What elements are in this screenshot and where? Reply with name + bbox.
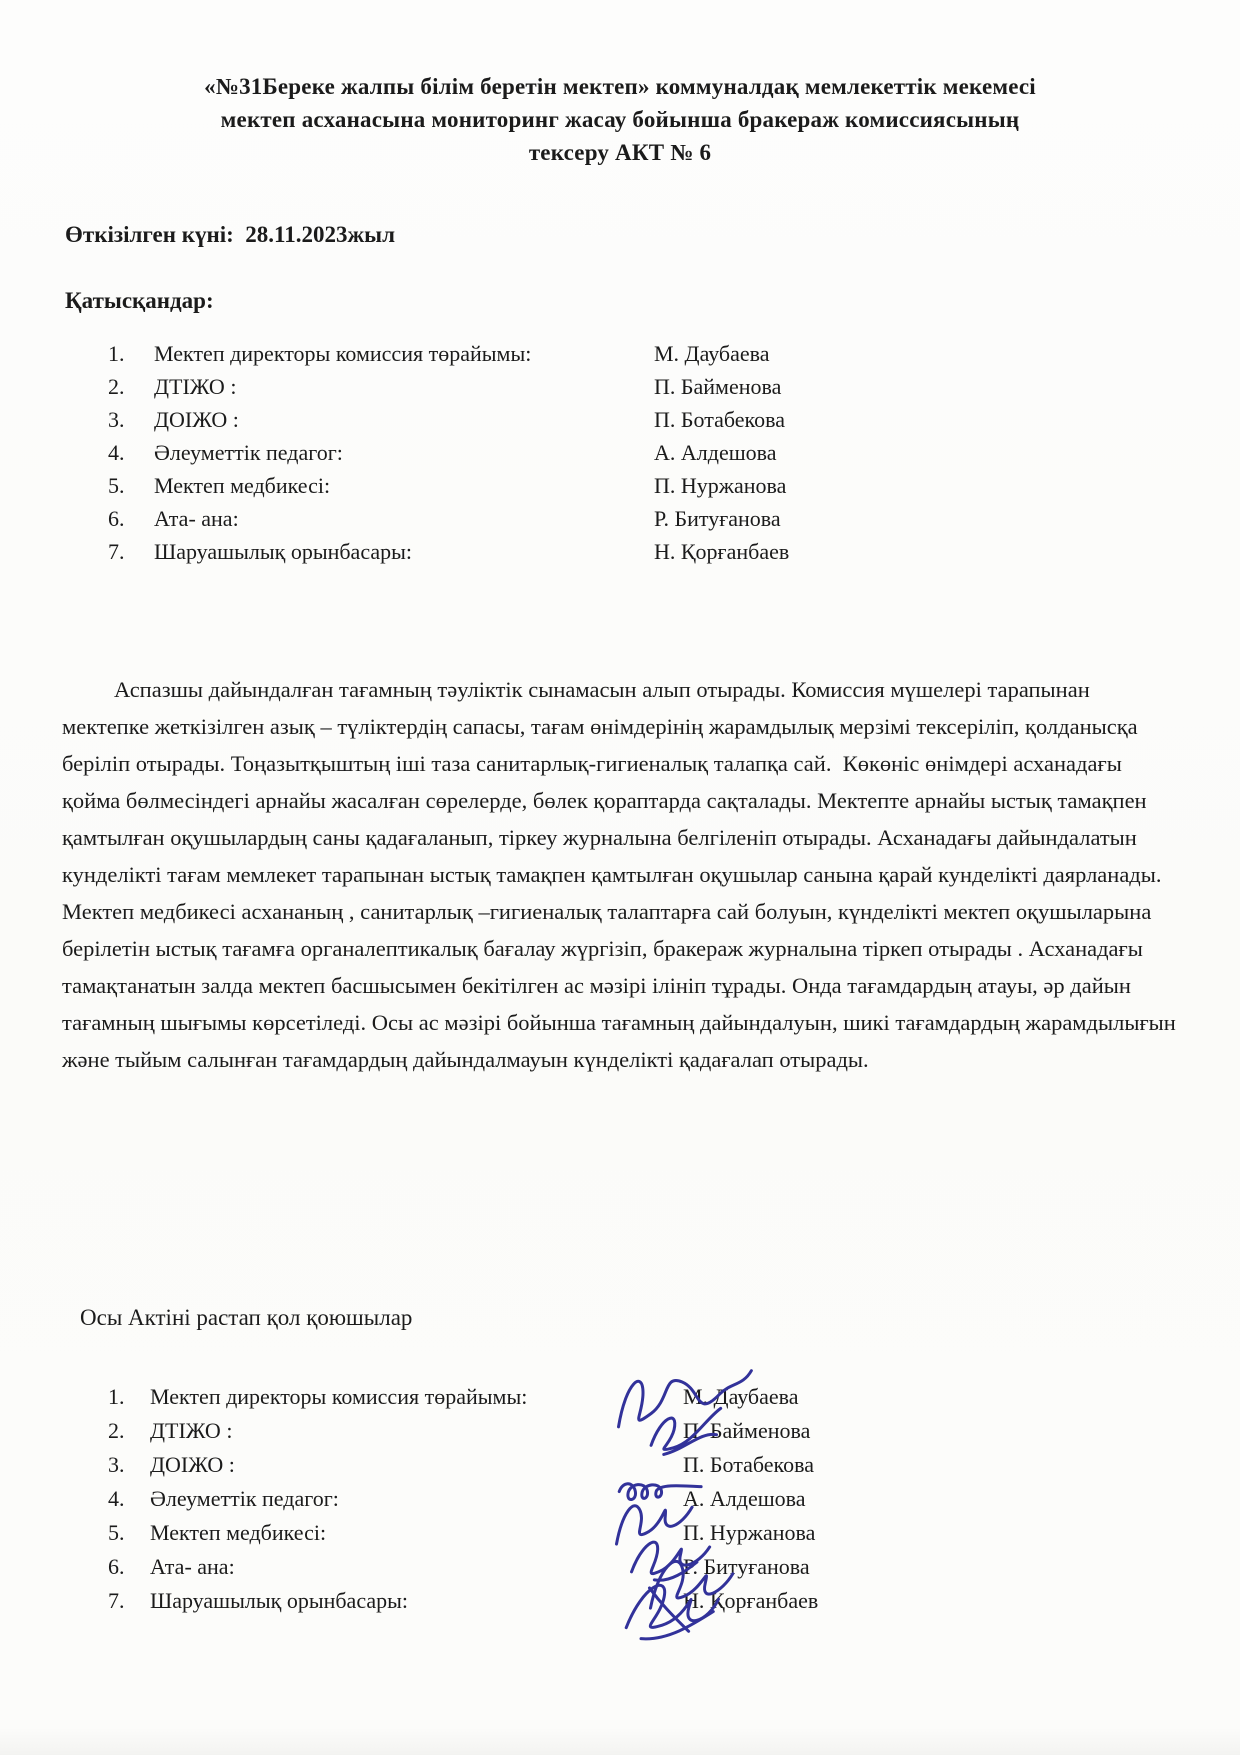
participant-name: М. Даубаева bbox=[654, 341, 770, 366]
inspection-body-text: Аспазшы дайындалған тағамның тәуліктік сынамасын алып отырады. Комиссия мүшелері тарапынан мектепке жеткізілген азық – түліктердің сапасы, тағам өнімдерінің жарамдылық мерзімі тексеріліп, қолданысқа беріліп отырады. Тоңазытқыштың іші таза санитарлық-гигиеналық талапқа сай. Көкөніс өнімдері асханадағы қойма бөлмесіндегі арнайы жасалған сөрелерде, бөлек қораптарда сақталады. Мектепте арнайы ыстық тамақпен қамтылған оқушылардың саны қадағаланып, тіркеу журналына белгіленіп отырады. Асханадағы дайындалатын кунделікті тағам мемлекет тарапынан ыстық тамақпен қамтылған оқушылар санына қарай кунделікті даярланады. Мектеп медбикесі асхананың , санитарлық –гигиеналық талаптарға сай болуын, күнделікті мектеп оқушыларына берілетін ыстық тағамға органалептикалық бағалау жүргізіп, бракераж журналына тіркеп отырады . Асханадағы тамақтанатын залда мектеп басшысымен бекітілген ас мәзірі ілініп тұрады. Онда тағамдардың атауы, әр дайын тағамның шығымы көрсетіледі. Осы ас мәзірі бойынша тағамның дайындалуын, шикі тағамдардың жарамдылығын және тыйым салынған тағамдардың дайындалмауын күнделікті қадағалап отырады. bbox=[62, 676, 1182, 1072]
row-number: 5. bbox=[108, 473, 125, 498]
participant-row bbox=[108, 374, 1190, 407]
document-title-line-2: мектеп асханасына мониторинг жасау бойынша бракераж комиссиясының bbox=[220, 107, 1020, 132]
signatory-row bbox=[108, 1452, 1190, 1486]
scan-edge-shadow bbox=[0, 1727, 1240, 1755]
row-number: 1. bbox=[108, 1384, 125, 1409]
signatory-name: Р. Битуғанова bbox=[683, 1554, 810, 1579]
participant-role: ДТІЖО : bbox=[154, 374, 237, 399]
participant-role: ДОІЖО : bbox=[154, 407, 239, 432]
signatory-row bbox=[108, 1418, 1190, 1452]
participant-role: Шаруашылық орынбасары: bbox=[154, 539, 413, 564]
participant-row bbox=[108, 341, 1190, 374]
participant-role: Мектеп медбикесі: bbox=[154, 473, 331, 498]
signatory-name: М. Даубаева bbox=[683, 1384, 799, 1409]
participant-row bbox=[108, 407, 1190, 440]
signatories-heading: Осы Актіні растап қол қоюшылар bbox=[80, 1305, 413, 1330]
signatory-role: Мектеп директоры комиссия төрайымы: bbox=[150, 1384, 528, 1409]
signatory-role: ДОІЖО : bbox=[150, 1452, 235, 1477]
participant-name: А. Алдешова bbox=[654, 440, 777, 465]
row-number: 3. bbox=[108, 407, 125, 432]
row-number: 2. bbox=[108, 374, 125, 399]
participant-role: Мектеп директоры комиссия төрайымы: bbox=[154, 341, 532, 366]
participant-row bbox=[108, 539, 1190, 572]
row-number: 4. bbox=[108, 440, 125, 465]
document-title bbox=[70, 70, 1170, 169]
signatory-row bbox=[108, 1554, 1190, 1588]
signatory-role: Шаруашылық орынбасары: bbox=[150, 1588, 409, 1613]
row-number: 6. bbox=[108, 1554, 125, 1579]
participant-role: Ата- ана: bbox=[154, 506, 239, 531]
signatory-row bbox=[108, 1520, 1190, 1554]
participants-list bbox=[108, 341, 1190, 572]
participant-row bbox=[108, 473, 1190, 506]
participant-name: П. Байменова bbox=[654, 374, 782, 399]
signatories-list bbox=[108, 1384, 1190, 1622]
participant-name: Н. Қорғанбаев bbox=[654, 539, 790, 564]
row-number: 7. bbox=[108, 1588, 125, 1613]
row-number: 7. bbox=[108, 539, 125, 564]
row-number: 2. bbox=[108, 1418, 125, 1443]
signatory-name: П. Байменова bbox=[683, 1418, 811, 1443]
participant-name: П. Ботабекова bbox=[654, 407, 785, 432]
row-number: 1. bbox=[108, 341, 125, 366]
row-number: 5. bbox=[108, 1520, 125, 1545]
signatory-row bbox=[108, 1588, 1190, 1622]
signatory-name: Н. Қорғанбаев bbox=[683, 1588, 819, 1613]
signatory-row bbox=[108, 1486, 1190, 1520]
signatory-role: Ата- ана: bbox=[150, 1554, 235, 1579]
inspection-date: Өткізілген күні: 28.11.2023жыл bbox=[65, 222, 396, 247]
participant-role: Әлеуметтік педагог: bbox=[154, 440, 343, 465]
participant-name: Р. Битуғанова bbox=[654, 506, 781, 531]
signatory-name: А. Алдешова bbox=[683, 1486, 806, 1511]
participant-row bbox=[108, 440, 1190, 473]
signatory-role: Әлеуметтік педагог: bbox=[150, 1486, 339, 1511]
participant-row bbox=[108, 506, 1190, 539]
signatory-name: П. Нуржанова bbox=[683, 1520, 816, 1545]
signatory-role: ДТІЖО : bbox=[150, 1418, 233, 1443]
participants-heading: Қатысқандар: bbox=[65, 288, 214, 313]
row-number: 3. bbox=[108, 1452, 125, 1477]
row-number: 6. bbox=[108, 506, 125, 531]
document-title-line-1: «№31Береке жалпы білім беретін мектеп» коммуналдақ мемлекеттік мекемесі bbox=[204, 74, 1036, 99]
signatory-row bbox=[108, 1384, 1190, 1418]
signatory-role: Мектеп медбикесі: bbox=[150, 1520, 327, 1545]
signatory-name: П. Ботабекова bbox=[683, 1452, 814, 1477]
row-number: 4. bbox=[108, 1486, 125, 1511]
document-title-line-3: тексеру АКТ № 6 bbox=[528, 140, 712, 165]
participant-name: П. Нуржанова bbox=[654, 473, 787, 498]
